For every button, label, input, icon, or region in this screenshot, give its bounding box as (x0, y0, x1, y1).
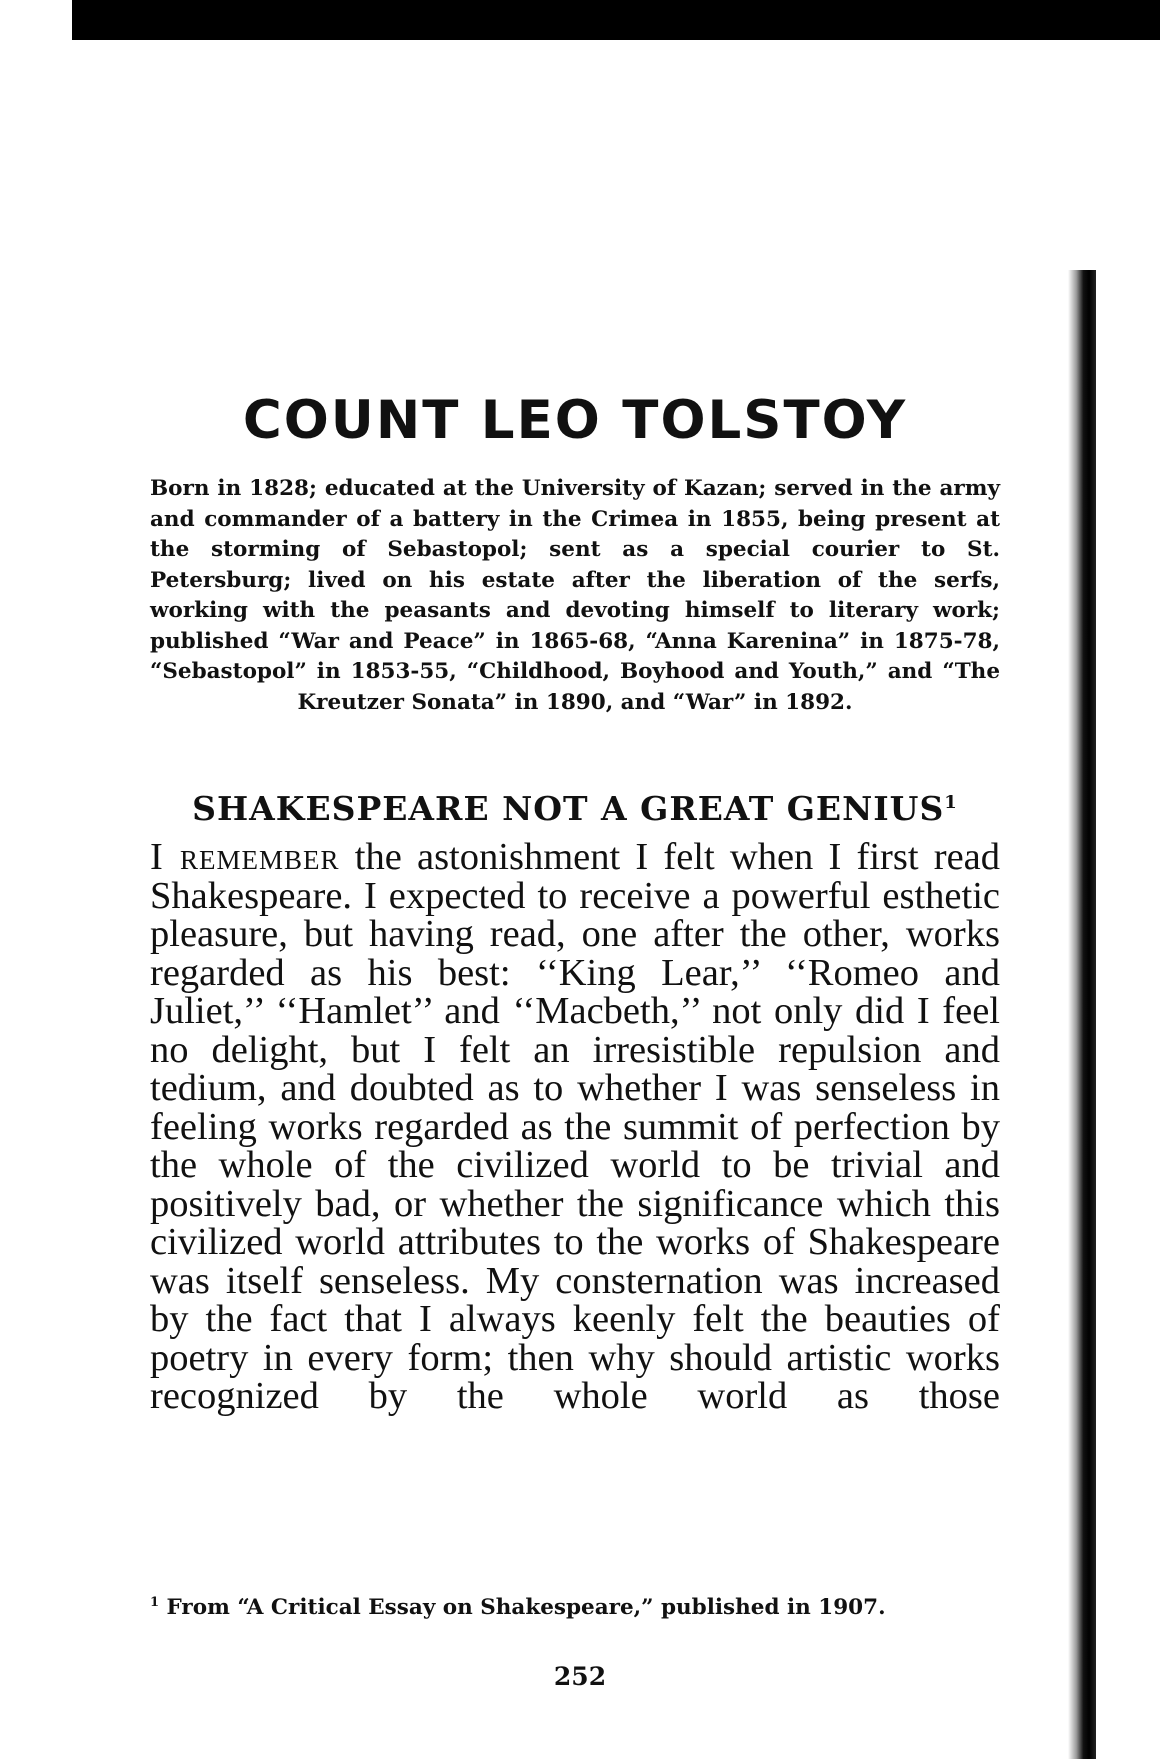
scan-top-edge (72, 0, 1160, 40)
essay-title-text: SHAKESPEARE NOT A GREAT GENIUS (192, 789, 945, 828)
footnote-text: From “A Critical Essay on Shakespeare,” published in 1907. (166, 1595, 886, 1621)
essay-title (150, 782, 1000, 830)
footnote-marker: 1 (150, 1595, 160, 1610)
author-name: COUNT LEO TOLSTOY (242, 390, 908, 451)
essay-body (150, 838, 1000, 1416)
page-number: 252 (553, 1662, 607, 1691)
author-biography: Born in 1828; educated at the University of Kazan; served in the army and commander of a battery in the Crimea in 1855, being present at the storming of Sebastopol; sent as a special courier to St. Petersburg; lived on his estate after the liberation of the serfs, working with the peasants and devoting himself to literary work; published “War and Peace” in 1865-68, “Anna Karenina” in 1875-78, “Sebastopol” in 1853-55, “Childhood, Boyhood and Youth,” and “The Kreutzer Sonata” in 1890, and “War” in 1892. (150, 476, 1000, 715)
essay-footnote-marker: 1 (944, 792, 958, 813)
page-content (150, 390, 1000, 1416)
footnote (150, 1588, 1000, 1623)
essay-opening-words: I remember (150, 836, 340, 878)
essay-body-text: the astonishment I felt when I first read Shakespeare. I expected to receive a powerful esthetic pleasure, but having read, one after the other, works regarded as his best: ‘‘King Lear,’’ ‘‘Romeo and Juliet,’’ ‘‘Hamlet’’ and ‘‘Macbeth,’’ not only did I feel no delight, but I felt an irresistible repulsion and tedium, and doubted as to whether I was senseless in feeling works regarded as the summit of perfection by the whole of the civilized world to be trivial and positively bad, or whether the significance which this civilized world attributes to the works of Shakespeare was itself senseless. My consternation was increased by the fact that I always keenly felt the beauties of poetry in every form; then why should artistic works recognized by the whole world as those (150, 836, 1000, 1417)
scan-binding-shadow (1068, 270, 1096, 1759)
